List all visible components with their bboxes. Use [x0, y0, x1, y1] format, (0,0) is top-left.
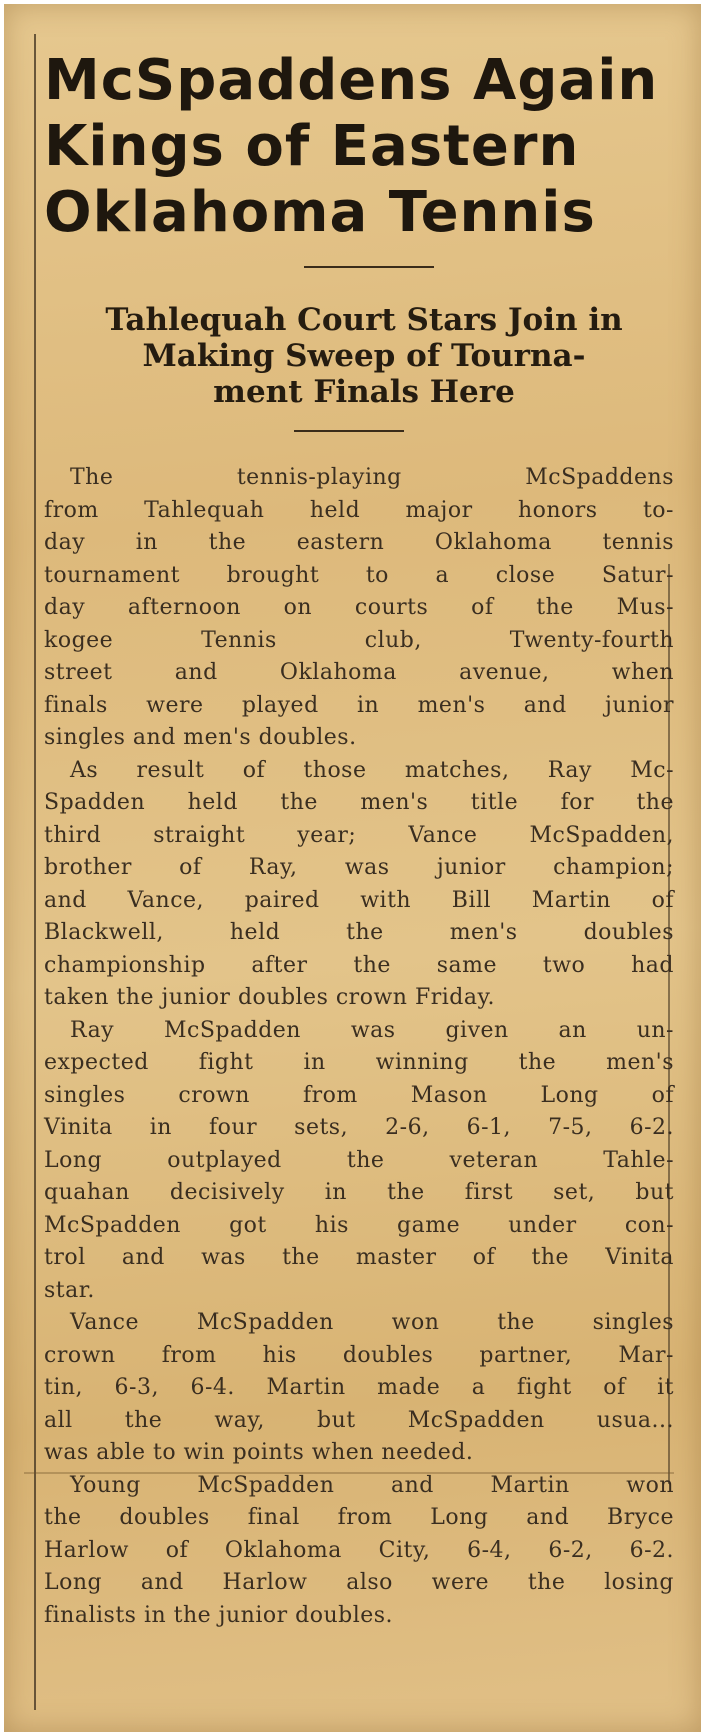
subhead-line: Tahlequah Court Stars Join in: [105, 302, 623, 338]
article-line: tournament brought to a close Satur-: [44, 562, 674, 588]
article-line: day in the eastern Oklahoma tennis: [44, 530, 674, 555]
article-line: star.: [44, 1277, 95, 1303]
article-line: kogee Tennis club, Twenty-fourth: [44, 627, 674, 653]
subheadline: [44, 302, 684, 410]
article-line: finals were played in men's and junior: [44, 692, 674, 718]
article-line: The tennis-playing McSpaddens: [70, 465, 674, 490]
article-line: As result of those matches, Ray Mc-: [70, 757, 674, 783]
article-line: Blackwell, held the men's doubles: [44, 920, 674, 945]
article-line: trol and was the master of the Vinita: [44, 1245, 674, 1270]
article-line: Long and Harlow also were the losing: [44, 1570, 674, 1595]
article-line: singles crown from Mason Long of: [44, 1082, 674, 1108]
article-body: [44, 462, 674, 1632]
article-line: singles and men's doubles.: [44, 725, 357, 750]
article-line: quahan decisively in the first set, but: [44, 1180, 674, 1205]
article-line: from Tahlequah held major honors to-: [44, 497, 674, 523]
article-line: taken the junior doubles crown Friday.: [44, 985, 495, 1010]
article-line: and Vance, paired with Bill Martin of: [44, 887, 674, 913]
headline-divider: [304, 266, 434, 268]
subhead-line: ment Finals Here: [213, 374, 515, 410]
article-line: McSpadden got his game under con-: [44, 1212, 674, 1238]
headline-line: Kings of Eastern: [44, 114, 580, 179]
subhead-divider: [294, 430, 404, 432]
article-line: third straight year; Vance McSpadden,: [44, 822, 674, 848]
article-line: crown from his doubles partner, Mar-: [44, 1342, 674, 1368]
column-rule-left: [34, 34, 36, 1710]
article-line: Young McSpadden and Martin won: [70, 1472, 674, 1498]
article-line: street and Oklahoma avenue, when: [44, 660, 674, 685]
article-line: day afternoon on courts of the Mus-: [44, 595, 674, 620]
paper-fold: [24, 1472, 674, 1474]
newspaper-clipping: [4, 4, 701, 1732]
headline-line: Oklahoma Tennis: [44, 180, 596, 245]
article-line: was able to win points when needed.: [44, 1440, 474, 1465]
article-line: championship after the same two had: [44, 952, 674, 978]
article-line: Ray McSpadden was given an un-: [70, 1017, 674, 1043]
article-line: Spadden held the men's title for the: [44, 790, 674, 815]
headline: [44, 48, 684, 246]
article-line: the doubles final from Long and Bryce: [44, 1505, 674, 1530]
article-line: all the way, but McSpadden usua...: [44, 1407, 674, 1433]
article-line: Vance McSpadden won the singles: [70, 1310, 674, 1335]
article-line: Harlow of Oklahoma City, 6-4, 6-2, 6-2.: [44, 1537, 674, 1563]
article-line: tin, 6-3, 6-4. Martin made a fight of it: [44, 1375, 674, 1400]
subhead-line: Making Sweep of Tourna-: [142, 338, 586, 374]
headline-line: McSpaddens Again: [44, 48, 659, 113]
article-line: Vinita in four sets, 2-6, 6-1, 7-5, 6-2.: [44, 1115, 674, 1140]
article-line: finalists in the junior doubles.: [44, 1602, 394, 1628]
article-line: brother of Ray, was junior champion;: [44, 855, 674, 880]
article-line: Long outplayed the veteran Tahle-: [44, 1147, 674, 1173]
article-line: expected fight in winning the men's: [44, 1050, 674, 1075]
